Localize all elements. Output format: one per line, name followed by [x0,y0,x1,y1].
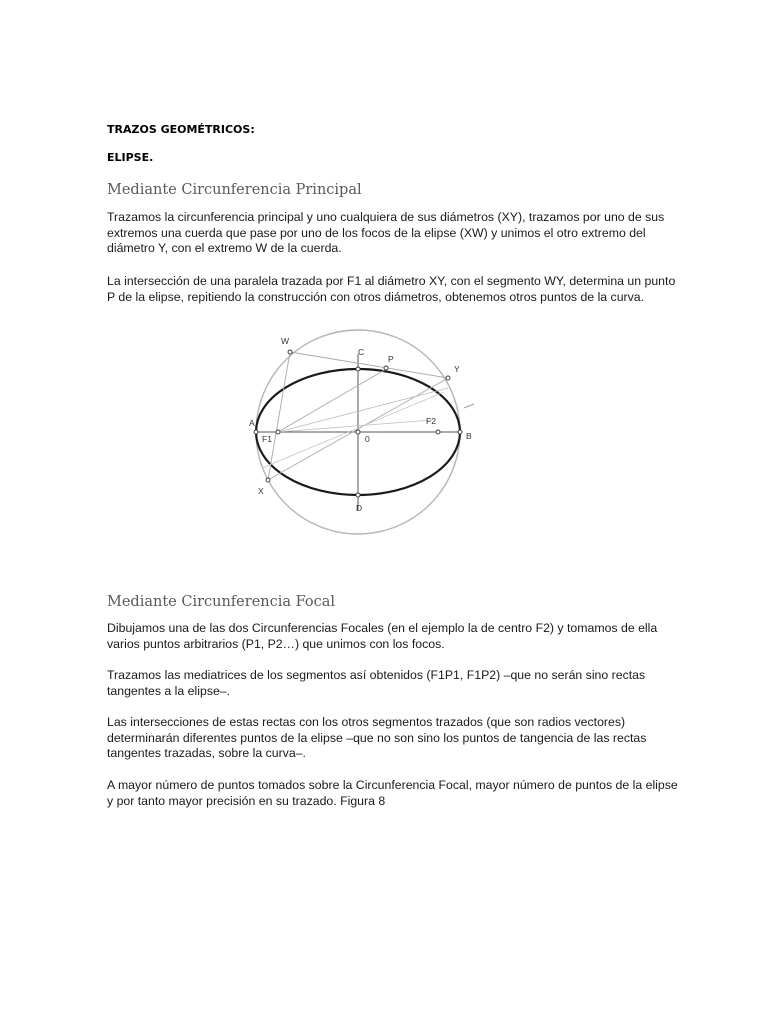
text-line: diámetro Y, con el extremo W de la cuerda. [107,241,342,256]
section-heading-focal: Mediante Circunferencia Focal [107,594,336,610]
label-c: C [358,347,365,357]
label-y: Y [454,364,460,374]
label-f2: F2 [426,416,436,426]
text-line: Las intersecciones de estas rectas con los otros segmentos trazados (que son radios vectores) [107,715,626,729]
text-line: La intersección de una paralela trazada por F1 al diámetro XY, con el segmento WY, determina un punto [107,274,676,288]
label-x: X [258,486,264,496]
label-w: W [281,336,290,346]
document-title: TRAZOS GEOMÉTRICOS: [107,123,255,136]
label-b: B [466,431,472,441]
label-f1: F1 [262,434,272,444]
text-line: varios puntos arbitrarios (P1, P2…) que unimos con los focos. [107,636,445,651]
paragraph-principal-2 [107,274,687,305]
ellipse-diagram [248,328,488,544]
text-line: Trazamos la circunferencia principal y uno cualquiera de sus diámetros (XY), trazamos por uno de sus [107,210,665,224]
point-w [288,350,292,354]
paragraph-focal-3 [107,715,687,762]
text-line: P de la elipse, repitiendo la construcción con otros diámetros, obtenemos otros puntos de la curva. [107,289,645,304]
text-line: A mayor número de puntos tomados sobre la Circunferencia Focal, mayor número de puntos de la elipse [107,778,678,792]
point-d [356,493,360,497]
text-line: Dibujamos una de las dos Circunferencias Focales (en el ejemplo la de centro F2) y tomamos de ella [107,621,658,635]
text-line: y por tanto mayor precisión en su trazado. Figura 8 [107,793,386,808]
point-b [458,430,462,434]
text-line: extremos una cuerda que pase por uno de los focos de la elipse (XW) y unimos el otro extremo del [107,225,646,240]
point-f1 [276,430,280,434]
text-line: tangentes trazadas, sobre la curva–. [107,746,306,761]
construction-line [262,392,444,468]
ellipse-construction-figure [248,328,488,544]
point-c [356,367,360,371]
paragraph-focal-2 [107,668,687,699]
point-p [384,366,388,370]
point-x [266,478,270,482]
point-a [254,430,258,434]
paragraph-focal-4 [107,778,687,809]
text-line: tangentes a la elipse–. [107,683,231,698]
paragraph-focal-1 [107,621,687,652]
label-p: P [388,354,394,364]
section-heading-principal: Mediante Circunferencia Principal [107,182,362,198]
document-subtitle: ELIPSE. [107,151,154,164]
point-o [356,430,360,434]
text-line: Trazamos las mediatrices de los segmentos así obtenidos (F1P1, F1P2) –que no serán sino rectas [107,668,646,682]
tick-mark [464,404,474,408]
text-line: determinarán diferentes puntos de la elipse –que no son sino los puntos de tangencia de las rectas [107,730,647,745]
point-f2 [436,430,440,434]
point-y [446,376,450,380]
label-d: D [356,503,363,513]
label-a: A [249,418,255,428]
label-o: 0 [365,434,370,444]
paragraph-principal-1 [107,210,687,257]
